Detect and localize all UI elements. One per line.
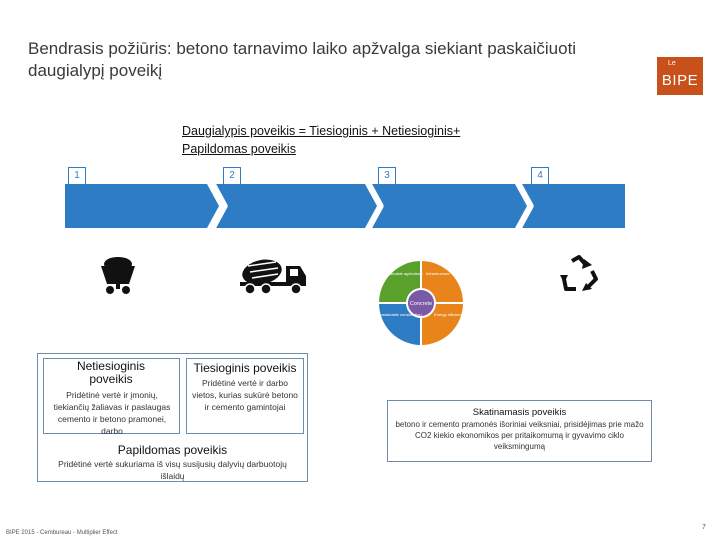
stage-2-label: Gamyba [246,16,290,28]
stimulated-impact-text: betono ir cemento pramonės išoriniai veiksniai, prisidėjimas prie mažo CO2 kiekio ekonomikos per pritaikomumą ir gyvavimo ciklo veiksmingumą [395,420,644,451]
indirect-impact-title: Netiesioginis poveikis [76,359,146,386]
stage-4-number: 4 [531,167,549,185]
wheel-label-agriculture: Sustainable agriculture [382,271,423,276]
stage-4-label: Tarnavimo pabaiga [551,9,605,35]
additional-impact-text: Pridėtinė vertė sukuriama iš visų susijusių dalyvių darbuotojų išlaidų [58,459,287,481]
mining-cart-icon [95,252,141,298]
wheel-label-construction: Sustainable construction [378,312,422,317]
formula-line-1: Daugialypis poveikis = Tiesioginis + Netiesioginis+ [182,124,461,138]
stage-4-arrow [521,184,625,228]
logo-name: BIPE [661,72,699,89]
stage-arrows [65,184,625,228]
bipe-logo [657,57,703,95]
wheel-center-label: Concrete [409,301,433,307]
additional-impact-title: Papildomas poveikis [117,443,228,457]
formula [182,122,562,158]
stage-1-number: 1 [68,167,86,185]
indirect-impact-text: Pridėtinė vertė ir įmonių, tiekiančių žaliavas ir paslaugas cemento ir betono pramonei, darbo [53,390,171,436]
stage-1-arrow [65,184,219,228]
stimulated-impact-title: Skatinamasis poveikis [472,407,567,418]
stage-2-number: 2 [223,167,241,185]
stage-2-arrow [215,184,377,228]
applications-wheel-icon [374,258,468,348]
wheel-label-energy: Energy efficiency [434,312,465,317]
stage-3-label: Pritaikymas [399,16,459,28]
concrete-mixer-truck-icon [238,252,308,296]
footer-source: BIPE 2015 - Cembureau - Multiplier Effect [6,530,118,536]
direct-impact-title: Tiesioginis poveikis [193,361,297,375]
logo-prefix: Le [668,60,676,67]
stage-1-label: Žaliavų šaltinis [68,16,151,28]
page-number: 7 [702,524,706,531]
stage-3-number: 3 [378,167,396,185]
formula-line-2: Papildomas poveikis [182,142,296,156]
stage-3-arrow [371,184,527,228]
page-title: Bendrasis požiūris: betono tarnavimo laiko apžvalga siekiant paskaičiuoti daugialypį poveikį [28,39,577,80]
wheel-label-infrastructure: Infrastructure [426,271,450,276]
recycle-icon [558,253,600,295]
direct-impact-text: Pridėtinė vertė ir darbo vietos, kurias sukūrė betono ir cemento gamintojai [192,378,298,412]
